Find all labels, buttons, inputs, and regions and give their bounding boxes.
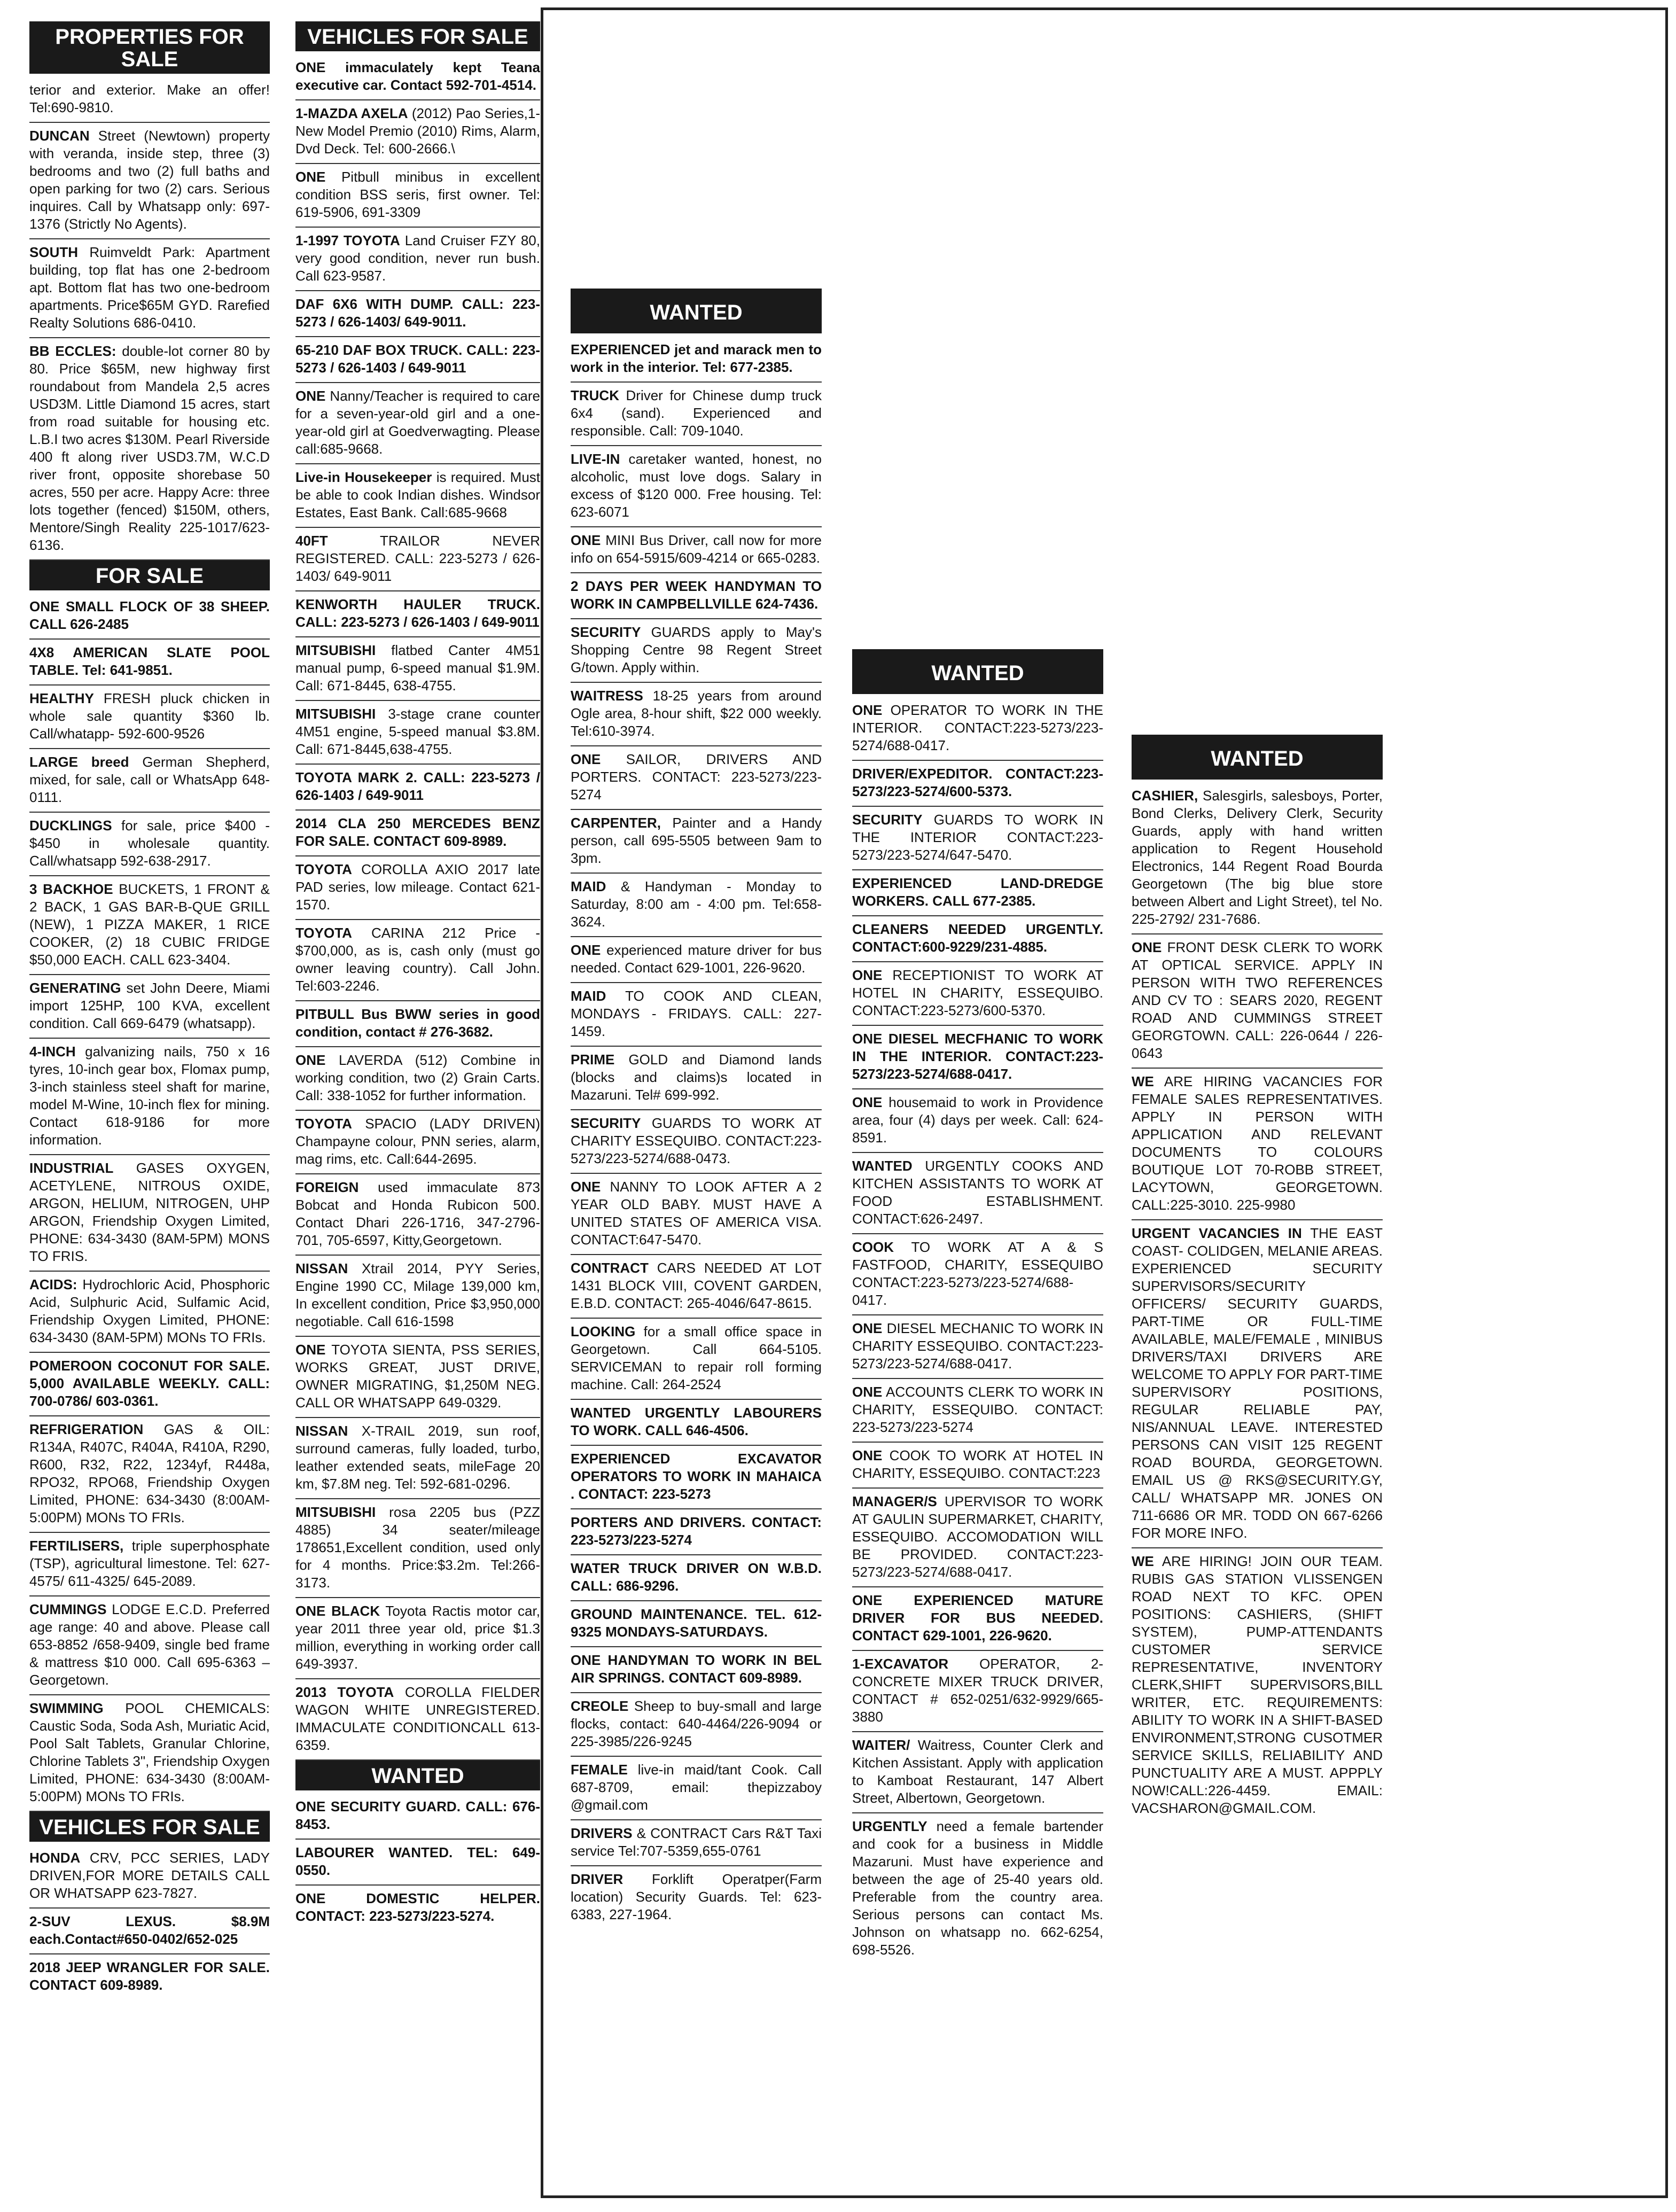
ad-body: for sale, price $400 - $450 in wholesale quantity. Call/whatsapp 592-638-2917.	[29, 817, 270, 869]
classified-ad	[571, 1110, 822, 1174]
ad-body: live-in maid/tant Cook. Call 687-8709, email: thepizzaboy @gmail.com	[571, 1762, 822, 1813]
ad-body: LODGE E.C.D. Preferred age range: 40 and above. Please call 653-8852 /658-9409, single bed frame & mattress $10 000. Call 695-6363 – Georgetown.	[29, 1601, 270, 1688]
classified-ad	[29, 1954, 270, 1999]
classified-ad	[1132, 783, 1383, 934]
classified-ad	[29, 1155, 270, 1272]
classified-ad	[852, 1651, 1103, 1732]
ad-title: ACIDS:	[29, 1276, 77, 1292]
ad-body: Salesgirls, salesboys, Porter, Bond Clerks, Delivery Clerk, Security Guards, apply with hand written application to Regent Household Electronics, 144 Regent Road Bourda Georgetown (The big blue store between Albert and Light Street), tel No. 225-2792/ 231-7686.	[1132, 788, 1383, 927]
ad-title: EXPERIENCED jet and marack men to work in the interior. Tel: 677-2385.	[571, 341, 822, 375]
classified-ad	[852, 1443, 1103, 1489]
ad-body: Street (Newtown) property with veranda, inside step, three (3) bedrooms and two (2) full baths and open parking for two (2) cars. Serious inquires. Call by Whatsapp only: 697-1376 (Strictly No Agents).	[29, 128, 270, 232]
classified-ad	[571, 1693, 822, 1757]
classified-ad	[571, 383, 822, 446]
ad-title: ONE BLACK	[295, 1603, 380, 1619]
classified-ad	[571, 1047, 822, 1110]
ad-body: TO COOK AND CLEAN, MONDAYS - FRIDAYS. CALL: 227-1459.	[571, 988, 822, 1039]
ad-title: ONE	[852, 702, 883, 718]
ad-title: ONE	[852, 1320, 883, 1336]
ad-title: SECURITY	[852, 812, 923, 828]
classified-ad	[29, 594, 270, 640]
ad-body: GUARDS TO WORK IN THE INTERIOR CONTACT:223-5273/223-5274/647-5470.	[852, 812, 1103, 863]
ad-title: ONE	[852, 1094, 883, 1110]
ad-body: galvanizing nails, 750 x 16 tyres, 10-inch gear box, Flomax pump, 3-inch stainless steel shaft for marine, model M-Wine, 10-inch flex for mining. Contact 618-9186 for more information.	[29, 1043, 270, 1148]
ad-title: 4-INCH	[29, 1043, 76, 1060]
classified-ad	[852, 916, 1103, 962]
ad-body: SAILOR, DRIVERS AND PORTERS. CONTACT: 223-5273/223-5274	[571, 751, 822, 803]
ad-body: German Shepherd, mixed, for sale, call or WhatsApp 648-0111.	[29, 754, 270, 805]
ad-body: CARINA 212 Price - $700,000, as is, cash only (must go owner leaving country). Call John. Tel:603-2246.	[295, 925, 540, 994]
ad-title: DRIVERS	[571, 1825, 633, 1841]
ad-title: SOUTH	[29, 244, 78, 260]
classified-ad	[295, 1047, 540, 1111]
ad-title: WAITRESS	[571, 688, 643, 704]
classified-ad	[852, 962, 1103, 1026]
ad-title: CLEANERS NEEDED URGENTLY. CONTACT:600-9229/231-4885.	[852, 921, 1103, 955]
section-heading: WANTED	[295, 1761, 540, 1790]
ad-title: DRIVER	[571, 1871, 623, 1887]
classified-ad	[852, 1813, 1103, 1964]
ad-body: Toyota Ractis motor car, year 2011 three year old, price $1.3 million, everything in working order call 649-3937.	[295, 1603, 540, 1672]
ad-body: SPACIO (LADY DRIVEN) Champayne colour, PNN series, alarm, mag rims, etc. Call:644-2695.	[295, 1116, 540, 1167]
ad-body: housemaid to work in Providence area, four (4) days per week. Call: 624-8591.	[852, 1094, 1103, 1146]
ad-title: LARGE breed	[29, 754, 129, 770]
classified-ad	[571, 1601, 822, 1647]
section-heading: VEHICLES FOR SALE	[295, 21, 540, 51]
ad-title: FEMALE	[571, 1762, 628, 1778]
ad-body: (2012) Pao Series,1- New Model Premio (2010) Rims, Alarm, Dvd Deck. Tel: 600-2666.\	[295, 105, 540, 157]
classified-ad	[295, 591, 540, 637]
classified-ad	[295, 1337, 540, 1418]
classified-ad	[571, 619, 822, 683]
ad-title: GENERATING	[29, 980, 121, 996]
classified-ad	[571, 1174, 822, 1255]
ad-title: 2018 JEEP WRANGLER FOR SALE. CONTACT 609-8989.	[29, 1959, 270, 1993]
ad-title: FOREIGN	[295, 1179, 359, 1195]
ad-body: ACCOUNTS CLERK TO WORK IN CHARITY, ESSEQUIBO. CONTACT: 223-5273/223-5274	[852, 1384, 1103, 1435]
classified-ad	[295, 856, 540, 920]
classified-ad	[571, 337, 822, 383]
ad-body: TO WORK AT A & S FASTFOOD, CHARITY, ESSEQUIBO CONTACT:223-5273/223-5274/688-0417.	[852, 1239, 1103, 1308]
ad-body: flatbed Canter 4M51 manual pump, 6-speed manual $1.9M. Call: 671-8445, 638-4755.	[295, 642, 540, 694]
classified-ad	[295, 701, 540, 765]
classified-ad	[29, 1353, 270, 1416]
classified-ad	[571, 446, 822, 527]
classified-ad	[29, 1533, 270, 1596]
column-1	[29, 21, 270, 2191]
ad-body: ARE HIRING! JOIN OUR TEAM. RUBIS GAS STATION VLISSENGEN ROAD NEXT TO KFC. OPEN POSITIONS: CASHIERS, (SHIFT SYSTEM), PUMP-ATTENDANTS CUSTOMER SERVICE REPRESENTATIVE, INVENTORY CLERK,SHIFT SUPERVISORS,BILL WRITER, ETC. REQUIREMENTS: ABILITY TO WORK IN A SHIFT-BASED ENVIRONMENT,STRONG CUSOTMER SERVICE SKILLS, RELIABILITY AND PUNCTUALITY ARE A MUST. APPPLY NOW!CALL:226-4459. EMAIL: VACSHARON@GMAIL.COM.	[1132, 1553, 1383, 1816]
ad-body: COOK TO WORK AT HOTEL IN CHARITY, ESSEQUIBO. CONTACT:223	[852, 1447, 1103, 1481]
ad-body: GOLD and Diamond lands (blocks and claims)s located in Mazaruni. Tel# 699-992.	[571, 1052, 822, 1103]
ad-title: URGENTLY	[852, 1818, 927, 1834]
ad-body: FRONT DESK CLERK TO WORK AT OPTICAL SERVICE. APPLY IN PERSON WITH TWO REFERENCES AND CV TO : SEARS 2020, REGENT ROAD AND CUMMINGS STREET GEORGTOWN. CALL: 226-0644 / 226-0643	[1132, 939, 1383, 1061]
ad-title: ONE	[295, 1052, 326, 1068]
classified-ad	[295, 337, 540, 383]
ad-title: 1-1997 TOYOTA	[295, 232, 400, 248]
ad-body: GAS & OIL: R134A, R407C, R404A, R410A, R290, R600, R32, R22, 1234yf, R448a, RPO32, RPO68, Friendship Oxygen Limited, PHONE: 634-3430 (8:00AM-5:00PM) MONs TO FRIs.	[29, 1421, 270, 1525]
ad-body: CRV, PCC SERIES, LADY DRIVEN,FOR MORE DETAILS CALL OR WHATSAPP 623-7827.	[29, 1850, 270, 1901]
ad-title: ONE DIESEL MECFHANIC TO WORK IN THE INTERIOR. CONTACT:223-5273/223-5274/688-0417.	[852, 1031, 1103, 1082]
classified-ad	[571, 983, 822, 1047]
ad-title: 4X8 AMERICAN SLATE POOL TABLE. Tel: 641-9851.	[29, 644, 270, 678]
ad-title: DRIVER/EXPEDITOR. CONTACT:223-5273/223-5274/600-5373.	[852, 766, 1103, 799]
ad-title: SECURITY	[571, 1115, 641, 1131]
ad-body: Pitbull minibus in excellent condition BSS seris, first owner. Tel: 619-5906, 691-3309	[295, 169, 540, 220]
ad-body: need a female bartender and cook for a business in Middle Mazaruni. Must have experience and between the age of 25-40 years old. Preferable from the country area. Serious persons can contact Ms. Johnson on whatsapp no. 662-6254, 698-5526.	[852, 1818, 1103, 1958]
ad-title: LIVE-IN	[571, 451, 620, 467]
ad-title: PITBULL Bus BWW series in good condition, contact # 276-3682.	[295, 1006, 540, 1040]
ad-title: ONE	[571, 942, 601, 958]
ad-title: SWIMMING	[29, 1700, 104, 1716]
ad-body: Driver for Chinese dump truck 6x4 (sand). Experienced and responsible. Call: 709-1040.	[571, 387, 822, 439]
ad-body: caretaker wanted, honest, no alcoholic, must love dogs. Salary in excess of $120 000. Free housing. Tel: 623-6071	[571, 451, 822, 520]
classified-ad	[295, 1499, 540, 1598]
section-heading: WANTED	[852, 649, 1103, 694]
classified-ad	[852, 1379, 1103, 1443]
classified-ad	[852, 1089, 1103, 1153]
ad-title: WE	[1132, 1073, 1154, 1089]
ad-title: MITSUBISHI	[295, 706, 376, 722]
ad-body: CARS NEEDED AT LOT 1431 BLOCK VIII, COVENT GARDEN, E.B.D. CONTACT: 265-4046/647-8615.	[571, 1260, 822, 1311]
ad-body: double-lot corner 80 by 80. Price $65M, new highway first roundabout from Mandela 2,5 acres USD3M. Little Diamond 15 acres, start from road suitable for housing etc. L.B.I two acres $130M. Pearl Riverside 400 ft along river USD3.7M, W.C.D river front, opposite shorebase 50 acres, 550 per acre. Happy Acre: three lots together (fenced) $150M, others, Mentore/Singh Reality 225-1017/623-6136.	[29, 343, 270, 553]
ad-body: GASES OXYGEN, ACETYLENE, NITROUS OXIDE, ARGON, HELIUM, NITROGEN, UHP ARGON, Friendship Oxygen Limited, PHONE: 634-3430 (8AM-5PM) MONS TO FRIS.	[29, 1160, 270, 1264]
ad-title: COOK	[852, 1239, 894, 1255]
classified-ad	[29, 813, 270, 876]
classified-ad	[852, 1153, 1103, 1234]
ad-title: ONE	[852, 967, 883, 983]
classified-ad	[29, 1695, 270, 1812]
classified-ad	[29, 1039, 270, 1155]
ad-title: CREOLE	[571, 1698, 629, 1714]
section-heading: VEHICLES FOR SALE	[29, 1812, 270, 1842]
classified-ad	[571, 1319, 822, 1400]
ad-title: TOYOTA	[295, 861, 352, 877]
ad-title: BB ECCLES:	[29, 343, 116, 359]
ad-body: Sheep to buy-small and large flocks, contact: 640-4464/226-9094 or 225-3985/226-9245	[571, 1698, 822, 1749]
classified-ad	[295, 1256, 540, 1337]
classified-ad	[295, 54, 540, 100]
classified-ad	[852, 761, 1103, 807]
ad-title: ONE	[1132, 939, 1162, 955]
ad-body: URGENTLY COOKS AND KITCHEN ASSISTANTS TO WORK AT FOOD ESTABLISHMENT. CONTACT:626-2497.	[852, 1158, 1103, 1227]
ad-title: GROUND MAINTENANCE. TEL. 612-9325 MONDAYS-SATURDAYS.	[571, 1606, 822, 1640]
ad-body: Ruimveldt Park: Apartment building, top flat has one 2-bedroom apt. Bottom flat has two one-bedroom apartments. Price$65M GYD. Rarefied Realty Solutions 686-0410.	[29, 244, 270, 331]
ad-title: SECURITY	[571, 624, 641, 640]
classified-ad	[29, 1845, 270, 1909]
ad-body: Xtrail 2014, PYY Series, Engine 1990 CC, Milage 139,000 km, In excellent condition, Price $3,950,000 negotiable. Call 616-1598	[295, 1260, 540, 1329]
ad-body: Hydrochloric Acid, Phosphoric Acid, Sulphuric Acid, Sulfamic Acid, Friendship Oxygen Limited, PHONE: 634-3430 (8AM-5PM) MONs TO FRIs.	[29, 1276, 270, 1345]
column-4	[852, 649, 1103, 2188]
ad-title: CONTRACT	[571, 1260, 649, 1276]
ad-body: BUCKETS, 1 FRONT & 2 BACK, 1 GAS BAR-B-QUE GRILL (NEW), 1 PIZZA MAKER, 1 RICE COOKER, (2) 18 CUBIC FRIDGE $50,000 EACH. CALL 623-3404.	[29, 881, 270, 968]
classified-ad	[571, 1647, 822, 1693]
ad-title: ONE immaculately kept Teana executive car. Contact 592-701-4514.	[295, 59, 540, 93]
ad-body: Painter and a Handy person, call 695-5505 between 9am to 3pm.	[571, 815, 822, 866]
ad-body: ARE HIRING VACANCIES FOR FEMALE SALES REPRESENTATIVES. APPLY IN PERSON WITH APPLICATION AND RELEVANT DOCUMENTS TO COLOURS BOUTIQUE LOT 70-ROBB STREET, LACYTOWN, GEORGETOWN. CALL:225-3010. 225-9980	[1132, 1073, 1383, 1213]
ad-title: PORTERS AND DRIVERS. CONTACT: 223-5273/223-5274	[571, 1514, 822, 1548]
ad-title: 2014 CLA 250 MERCEDES BENZ FOR SALE. CONTACT 609-8989.	[295, 815, 540, 849]
classified-ad	[29, 1909, 270, 1954]
classified-ad	[571, 573, 822, 619]
classified-ad	[571, 937, 822, 983]
ad-body: NANNY TO LOOK AFTER A 2 YEAR OLD BABY. MUST HAVE A UNITED STATES OF AMERICA VISA. CONTACT:647-5470.	[571, 1179, 822, 1248]
ad-title: TOYOTA	[295, 925, 352, 941]
ad-title: NISSAN	[295, 1260, 348, 1276]
ad-title: LABOURER WANTED. TEL: 649-0550.	[295, 1844, 540, 1878]
ad-title: HEALTHY	[29, 690, 94, 706]
classified-ad	[29, 876, 270, 975]
ad-body: OPERATOR TO WORK IN THE INTERIOR. CONTACT:223-5273/223-5274/688-0417.	[852, 702, 1103, 753]
ad-body: used immaculate 873 Bobcat and Honda Rubicon 500. Contact Dhari 226-1716, 347-2796-701, 705-6597, Kitty,Georgetown.	[295, 1179, 540, 1248]
ad-title: ONE	[571, 1179, 601, 1195]
ad-title: REFRIGERATION	[29, 1421, 144, 1437]
classified-ad	[571, 1820, 822, 1866]
classified-ad	[852, 870, 1103, 916]
ad-title: 2 DAYS PER WEEK HANDYMAN TO WORK IN CAMPBELLVILLE 624-7436.	[571, 578, 822, 612]
ad-title: ONE SMALL FLOCK OF 38 SHEEP. CALL 626-2485	[29, 598, 270, 632]
ad-title: ONE	[571, 532, 601, 548]
classified-ad	[571, 1866, 822, 1929]
ad-title: 40FT	[295, 533, 328, 549]
classified-ad	[852, 1026, 1103, 1089]
ad-title: LOOKING	[571, 1323, 636, 1339]
classified-ad	[295, 164, 540, 228]
ad-body: Waitress, Counter Clerk and Kitchen Assistant. Apply with application to Kamboat Restaurant, 147 Albert Street, Albertown, Georgetown.	[852, 1737, 1103, 1806]
ad-body: set John Deere, Miami import 125HP, 100 KVA, excellent condition. Call 669-6479 (whatsapp).	[29, 980, 270, 1031]
ad-title: WAITER/	[852, 1737, 910, 1753]
classified-ad	[852, 1234, 1103, 1315]
ad-title: MAID	[571, 988, 606, 1004]
ad-title: ONE	[852, 1447, 883, 1463]
ad-title: WANTED	[852, 1158, 913, 1174]
classified-ad	[571, 746, 822, 810]
ad-title: 3 BACKHOE	[29, 881, 113, 897]
ad-title: MANAGER/S	[852, 1493, 937, 1509]
ad-title: 1-MAZDA AXELA	[295, 105, 408, 121]
classified-ad	[852, 1315, 1103, 1379]
ad-body: DIESEL MECHANIC TO WORK IN CHARITY ESSEQUIBO. CONTACT:223-5273/223-5274/688-0417.	[852, 1320, 1103, 1372]
ad-title: ONE	[295, 1342, 326, 1358]
ad-title: Live-in Housekeeper	[295, 469, 432, 485]
ad-title: 1-EXCAVATOR	[852, 1656, 949, 1672]
classified-ad	[571, 1446, 822, 1509]
ad-title: ONE	[852, 1384, 883, 1400]
ad-title: NISSAN	[295, 1423, 348, 1439]
classified-ad	[571, 1757, 822, 1820]
ad-body: & Handyman - Monday to Saturday, 8:00 am - 4:00 pm. Tel:658-3624.	[571, 878, 822, 930]
ad-title: INDUSTRIAL	[29, 1160, 114, 1176]
classified-ad	[295, 1598, 540, 1679]
classified-ad	[29, 338, 270, 560]
classified-ad	[29, 1272, 270, 1353]
classified-ad	[295, 811, 540, 856]
ad-body: Forklift Operatper(Farm location) Security Guards. Tel: 623-6383, 227-1964.	[571, 1871, 822, 1922]
section-heading: PROPERTIES FOR SALE	[29, 21, 270, 74]
ad-body: POOL CHEMICALS: Caustic Soda, Soda Ash, Muriatic Acid, Pool Salt Tablets, Granular Chlorine, Chlorine Tablets 3", Friendship Oxygen Limited, PHONE: 634-3430 (8:00AM-5:00PM) MONs TO FRIs.	[29, 1700, 270, 1804]
ad-title: ONE	[571, 751, 601, 767]
classified-ad	[29, 1416, 270, 1533]
ad-body: COROLLA FIELDER WAGON WHITE UNREGISTERED. IMMACULATE CONDITIONCALL 613-6359.	[295, 1684, 540, 1753]
ad-body: COROLLA AXIO 2017 late PAD series, low mileage. Contact 621-1570.	[295, 861, 540, 913]
ad-title: EXPERIENCED EXCAVATOR OPERATORS TO WORK IN MAHAICA . CONTACT: 223-5273	[571, 1451, 822, 1502]
ad-body: terior and exterior. Make an offer! Tel:690-9810.	[29, 82, 270, 115]
ad-body: 18-25 years from around Ogle area, 8-hour shift, $22 000 weekly. Tel:610-3974.	[571, 688, 822, 739]
ad-title: CUMMINGS	[29, 1601, 107, 1617]
section-heading: WANTED	[571, 289, 822, 333]
ad-title: ONE EXPERIENCED MATURE DRIVER FOR BUS NEEDED. CONTACT 629-1001, 226-9620.	[852, 1592, 1103, 1644]
ad-body: UPERVISOR TO WORK AT GAULIN SUPERMARKET, CHARITY, ESSEQUIBO. ACCOMODATION WILL BE PROVIDED. CONTACT:223-5273/223-5274/688-0417.	[852, 1493, 1103, 1580]
classified-ad	[295, 1840, 540, 1886]
classified-ad	[571, 683, 822, 746]
classified-ad	[295, 528, 540, 591]
column-2	[295, 21, 540, 2191]
ad-body: THE EAST COAST- COLIDGEN, MELANIE AREAS. EXPERIENCED SECURITY SUPERVISORS/SECURITY OFFICERS/ SECURITY GUARDS, PART-TIME OR FULL-TIME AVAILABLE, MALE/FEMALE , MINIBUS DRIVERS/TAXI DRIVERS ARE WELCOME TO APPLY FOR PART-TIME SUPERVISORY POSITIONS, REGULAR RELIABLE PAY, NIS/ANNUAL LEAVE. INTERESTED PERSONS CAN VISIT 125 REGENT ROAD BOURDA, GEORGETOWN. EMAIL US @ RKS@SECURITY.GY, CALL/ WHATSAPP MR. JONES ON 711-6686 OR MR. TODD ON 667-6266 FOR MORE INFO.	[1132, 1225, 1383, 1541]
ad-title: FERTILISERS,	[29, 1538, 124, 1554]
classified-ad	[852, 1587, 1103, 1651]
ad-body: Nanny/Teacher is required to care for a seven-year-old girl and a one-year-old girl at Goedverwagting. Please call:685-9668.	[295, 388, 540, 457]
classified-ad	[29, 749, 270, 813]
ad-body: TOYOTA SIENTA, PSS SERIES, WORKS GREAT, JUST DRIVE, OWNER MIGRATING, $1,250M NEG. CALL OR WHATSAPP 649-0329.	[295, 1342, 540, 1411]
ad-body: GUARDS apply to May's Shopping Centre 98 Regent Street G/town. Apply within.	[571, 624, 822, 675]
classified-ad	[295, 1174, 540, 1256]
ad-title: EXPERIENCED LAND-DREDGE WORKERS. CALL 677-2385.	[852, 875, 1103, 909]
classified-ad	[295, 920, 540, 1001]
classified-ad	[571, 1400, 822, 1446]
classified-ad	[295, 1111, 540, 1174]
ad-body: MINI Bus Driver, call now for more info on 654-5915/609-4214 or 665-0283.	[571, 532, 822, 566]
ad-body: rosa 2205 bus (PZZ 4885) 34 seater/mileage 178651,Excellent condition, used only for 4 months. Price:$3.2m. Tel:266-3173.	[295, 1504, 540, 1591]
ad-title: TOYOTA	[295, 1116, 352, 1132]
ad-body: RECEPTIONIST TO WORK AT HOTEL IN CHARITY, ESSEQUIBO. CONTACT:223-5273/600-5370.	[852, 967, 1103, 1018]
column-3	[571, 289, 822, 2191]
classified-ad	[1132, 1220, 1383, 1548]
classified-ad	[852, 697, 1103, 761]
classified-ad	[852, 1489, 1103, 1587]
classified-ad	[852, 807, 1103, 870]
ad-title: WANTED URGENTLY LABOURERS TO WORK. CALL 646-4506.	[571, 1405, 822, 1438]
classified-ad	[295, 291, 540, 337]
ad-title: PRIME	[571, 1052, 615, 1068]
classified-ad	[295, 1679, 540, 1761]
ad-title: TOYOTA MARK 2. CALL: 223-5273 / 626-1403 / 649-9011	[295, 769, 540, 803]
classified-ad	[29, 239, 270, 338]
ad-body: X-TRAIL 2019, sun roof, surround cameras, fully loaded, turbo, leather extended seats, mileFage 20 km, $7.8M neg. Tel: 592-681-0296.	[295, 1423, 540, 1492]
classified-ad	[29, 975, 270, 1039]
ad-body: 3-stage crane counter 4M51 engine, 5-speed manual $3.8M. Call: 671-8445,638-4755.	[295, 706, 540, 757]
section-heading: WANTED	[1132, 735, 1383, 780]
classified-ad	[29, 77, 270, 123]
ad-title: MITSUBISHI	[295, 1504, 376, 1520]
section-heading: FOR SALE	[29, 560, 270, 590]
classified-ad	[852, 1732, 1103, 1813]
classified-ad	[295, 464, 540, 528]
ad-body: OPERATOR, 2- CONCRETE MIXER TRUCK DRIVER, CONTACT # 652-0251/632-9929/665-3880	[852, 1656, 1103, 1725]
ad-title: URGENT VACANCIES IN	[1132, 1225, 1302, 1241]
classified-ad	[295, 1001, 540, 1047]
ad-body: triple superphosphate (TSP), agricultural limestone. Tel: 627-4575/ 611-4325/ 645-2089.	[29, 1538, 270, 1589]
ad-title: ONE HANDYMAN TO WORK IN BEL AIR SPRINGS. CONTACT 609-8989.	[571, 1652, 822, 1686]
ad-title: DUCKLINGS	[29, 817, 112, 834]
ad-body: experienced mature driver for bus needed. Contact 629-1001, 226-9620.	[571, 942, 822, 976]
ad-title: 65-210 DAF BOX TRUCK. CALL: 223-5273 / 626-1403 / 649-9011	[295, 342, 540, 376]
ad-body: TRAILOR NEVER REGISTERED. CALL: 223-5273 / 626-1403/ 649-9011	[295, 533, 540, 584]
classified-ad	[571, 527, 822, 573]
ad-title: ONE	[295, 388, 326, 404]
classified-ad	[571, 810, 822, 874]
classified-ad	[295, 100, 540, 164]
classified-ad	[295, 1794, 540, 1840]
ad-title: POMEROON COCONUT FOR SALE. 5,000 AVAILABLE WEEKLY. CALL: 700-0786/ 603-0361.	[29, 1358, 270, 1409]
ad-body: for a small office space in Georgetown. Call 664-5105. SERVICEMAN to repair roll forming machine. Call: 264-2524	[571, 1323, 822, 1392]
column-5	[1132, 735, 1383, 2191]
ad-title: HONDA	[29, 1850, 81, 1866]
ad-body: LAVERDA (512) Combine in working condition, two (2) Grain Carts. Call: 338-1052 for further information.	[295, 1052, 540, 1103]
ad-title: DAF 6X6 WITH DUMP. CALL: 223-5273 / 626-1403/ 649-9011.	[295, 296, 540, 330]
classified-ad	[295, 1886, 540, 1930]
classified-ad	[295, 1418, 540, 1499]
ad-title: CARPENTER,	[571, 815, 661, 831]
ad-body: GUARDS TO WORK AT CHARITY ESSEQUIBO. CONTACT:223-5273/223-5274/688-0473.	[571, 1115, 822, 1166]
ad-title: MITSUBISHI	[295, 642, 376, 658]
ad-title: DUNCAN	[29, 128, 90, 144]
ad-title: WATER TRUCK DRIVER ON W.B.D. CALL: 686-9296.	[571, 1560, 822, 1594]
classified-ad	[295, 383, 540, 464]
ad-title: MAID	[571, 878, 606, 894]
ad-body: & CONTRACT Cars R&T Taxi service Tel:707-5359,655-0761	[571, 1825, 822, 1859]
classified-ad	[29, 123, 270, 239]
ad-title: TRUCK	[571, 387, 619, 403]
classified-ad	[295, 765, 540, 811]
classified-ad	[29, 686, 270, 749]
ad-body: FRESH pluck chicken in whole sale quantity $360 lb. Call/whatapp- 592-600-9526	[29, 690, 270, 742]
classified-ad	[571, 1255, 822, 1319]
ad-body: is required. Must be able to cook Indian dishes. Windsor Estates, East Bank. Call:685-9668	[295, 469, 540, 520]
classified-ad	[571, 1555, 822, 1601]
classified-ad	[295, 637, 540, 701]
ad-title: 2013 TOYOTA	[295, 1684, 394, 1700]
classified-ad	[1132, 1548, 1383, 1822]
ad-title: ONE DOMESTIC HELPER. CONTACT: 223-5273/223-5274.	[295, 1890, 540, 1924]
ad-title: KENWORTH HAULER TRUCK. CALL: 223-5273 / 626-1403 / 649-9011	[295, 596, 540, 630]
ad-body: Land Cruiser FZY 80, very good condition, never run bush. Call 623-9587.	[295, 232, 540, 284]
ad-title: ONE SECURITY GUARD. CALL: 676-8453.	[295, 1798, 540, 1832]
classified-ad	[29, 1596, 270, 1695]
ad-title: 2-SUV LEXUS. $8.9M each.Contact#650-0402/652-025	[29, 1913, 270, 1947]
classified-ad	[571, 1509, 822, 1555]
classified-ad	[1132, 934, 1383, 1069]
classified-ad	[1132, 1069, 1383, 1220]
classified-ad	[571, 874, 822, 937]
ad-title: ONE	[295, 169, 326, 185]
ad-title: WE	[1132, 1553, 1154, 1569]
classified-ad	[29, 640, 270, 686]
ad-title: CASHIER,	[1132, 788, 1198, 804]
classified-ad	[295, 228, 540, 291]
